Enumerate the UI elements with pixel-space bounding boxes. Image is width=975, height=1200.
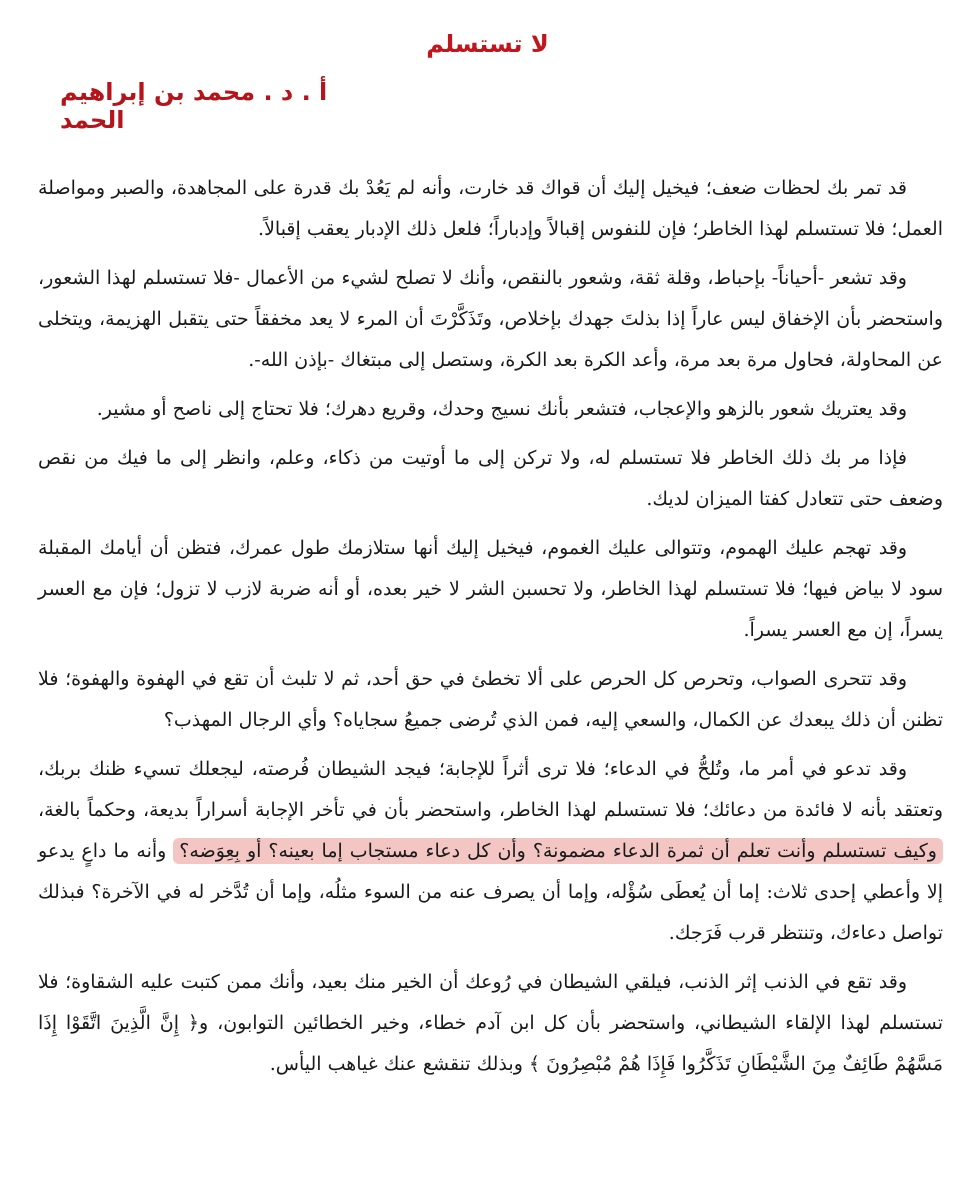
paragraph-5: وقد تهجم عليك الهموم، وتتوالى عليك الغموم، فيخيل إليك أنها ستلازمك طول عمرك، فتظن أن أيامك المقبلة سود لا بياض فيها؛ فلا تستسلم لهذا الخاطر، ولا تحسبن الشر لا خير بعده، أو أنه ضربة لازب لا تزول؛ فإن مع العسر يسراً، إن مع العسر يسراً. <box>38 537 943 641</box>
paragraph-3: وقد يعتريك شعور بالزهو والإعجاب، فتشعر بأنك نسيج وحدك، وقريع دهرك؛ فلا تحتاج إلى ناصح أو مشير. <box>96 398 907 420</box>
paragraph-7 <box>38 749 943 954</box>
article-body <box>38 168 943 1093</box>
paragraph-6: وقد تتحرى الصواب، وتحرص كل الحرص على ألا تخطئ في حق أحد، ثم لا تلبث أن تقع في الهفوة والهفوة؛ فلا تظنن أن ذلك يبعدك عن الكمال، والسعي إليه، فمن الذي تُرضى جميعُ سجاياه؟ وأي الرجال المهذب؟ <box>38 668 943 731</box>
paragraph-4: فإذا مر بك ذلك الخاطر فلا تستسلم له، ولا تركن إلى ما أوتيت من ذكاء، وعلم، وانظر إلى ما فيك من نقص وضعف حتى تتعادل كفتا الميزان لديك. <box>38 447 943 510</box>
paragraph-2: وقد تشعر -أحياناً- بإحباط، وقلة ثقة، وشعور بالنقص، وأنك لا تصلح لشيء من الأعمال -فلا تستسلم لهذا الشعور، واستحضر بأن الإخفاق ليس عاراً إذا بذلتَ جهدك بإخلاص، وتَذَكَّرْتَ أن المرء لا يعد مخفقاً حتى يتقبل الهزيمة، ويتخلى عن المحاولة، فحاول مرة بعد مرة، وأعد الكرة بعد الكرة، وستصل إلى مبتغاك -بإذن الله-. <box>38 267 943 371</box>
paragraph-7-lead: وقد تدعو في أمر ما، وتُلحُّ في الدعاء؛ فلا ترى أثراً للإجابة؛ فيجد الشيطان فُرصته، ليجعلك تسيء ظنك بربك، وتعتقد بأنه لا فائدة من دعائك؛ فلا تستسلم لهذا الخاطر، واستحضر بأن في تأخر الإجابة أسراراً بديعة، وحكماً بالغة، <box>38 758 943 821</box>
paragraph-1: قد تمر بك لحظات ضعف؛ فيخيل إليك أن قواك قد خارت، وأنه لم يَعُدْ بك قدرة على المجاهدة، والصبر ومواصلة العمل؛ فلا تستسلم لهذا الخاطر؛ فإن للنفوس إقبالاً وإدباراً؛ فلعل ذلك الإدبار يعقب إقبالاً. <box>38 177 943 240</box>
paragraph-8: وقد تقع في الذنب إثر الذنب، فيلقي الشيطان في رُوعك أن الخير منك بعيد، وأنك ممن كتبت عليه الشقاوة؛ فلا تستسلم لهذا الإلقاء الشيطاني، واستحضر بأن كل ابن آدم خطاء، وخير الخطائين التوابون، و﴿ إِنَّ الَّذِينَ اتَّقَوْا إِذَا مَسَّهُمْ طَائِفٌ مِنَ الشَّيْطَانِ تَذَكَّرُوا فَإِذَا هُمْ مُبْصِرُونَ ﴾ وبذلك تنقشع عنك غياهب اليأس. <box>38 971 943 1075</box>
highlighted-sentence: وكيف تستسلم وأنت تعلم أن ثمرة الدعاء مضمونة؟ وأن كل دعاء مستجاب إما بعينه؟ أو بِعِوَضه؟ <box>173 838 943 864</box>
article-title: لا تستسلم <box>426 30 549 58</box>
paragraph-7-tail: وأنه ما داعٍ يدعو إلا وأعطي إحدى ثلاث: إما أن يُعطَى سُؤْله، وإما أن يصرف عنه من السوء مثلُه، وإما أن تُدَّخر له في الآخرة؟ فبذلك تواصل دعاءك، وتنتظر قرب فَرَجك. <box>38 840 943 944</box>
article-author: أ . د . محمد بن إبراهيم الحمد <box>60 78 328 134</box>
